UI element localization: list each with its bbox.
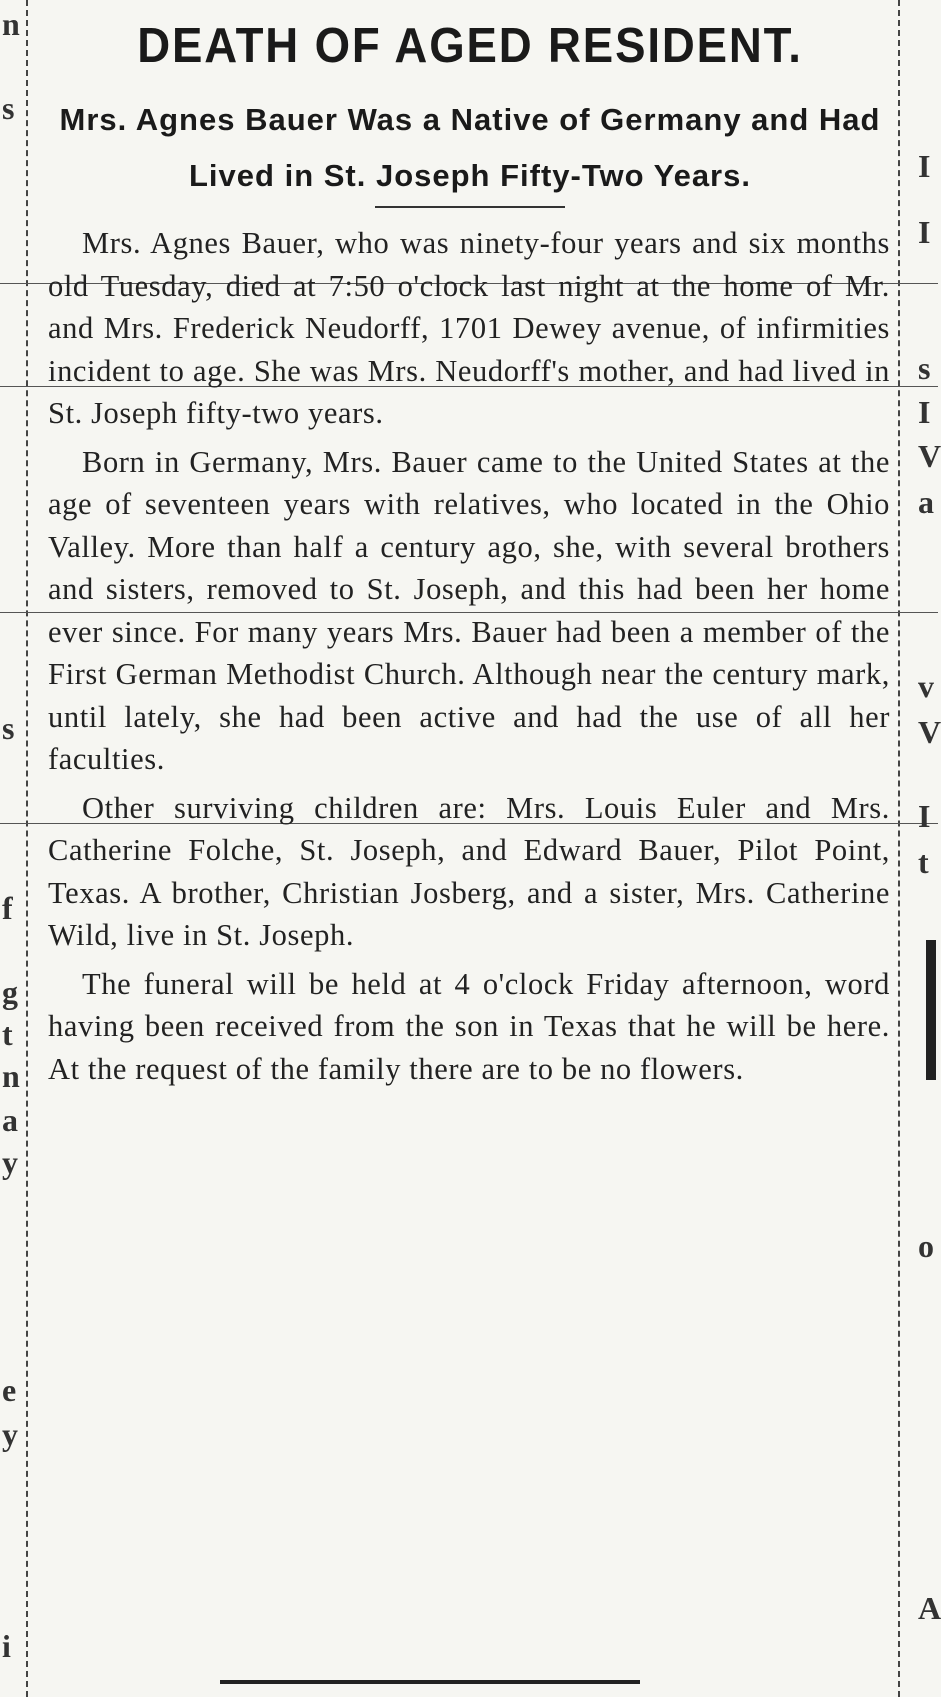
right-fragment: I [918, 394, 931, 430]
paragraph: Born in Germany, Mrs. Bauer came to the United States at the age of seventeen years with relatives, who located in the Ohio Valley. More than half a century ago, she, with several brothers and sisters, removed to St. Joseph, and this had been her home ever since. For many years Mrs. Bauer had been a member of the First German Methodist Church. Although near the century mark, until lately, she had been active and had the use of all her faculties. [48, 444, 890, 776]
adjacent-ad-border [926, 940, 936, 1080]
subheadline-rule [375, 206, 565, 208]
right-fragment: t [918, 844, 929, 880]
left-fragment: y [2, 1416, 18, 1452]
left-fragment: g [2, 974, 18, 1010]
end-rule [220, 1680, 640, 1684]
left-fragment: a [2, 1102, 18, 1138]
right-fragment: I [918, 148, 931, 184]
right-fragment: o [918, 1228, 934, 1264]
left-fragment: s [2, 90, 15, 126]
headline: DEATH OF AGED RESIDENT. [137, 19, 803, 73]
right-fragment: a [918, 484, 934, 520]
left-fragment: n [2, 6, 20, 42]
right-fragment: I [918, 214, 931, 250]
right-column-rule [898, 0, 900, 1697]
left-column-rule [26, 0, 28, 1697]
left-fragment: i [2, 1628, 11, 1664]
subheadline: Mrs. Agnes Bauer Was a Native of Germany and Had Lived in St. Joseph Fifty-Two Years. [59, 102, 881, 193]
right-fragment: V [918, 714, 941, 750]
right-fragment: V [918, 438, 941, 474]
paragraph: The funeral will be held at 4 o'clock Friday afternoon, word having been received from the son in Texas that he will be here. At the request of the family there are to be no flowers. [48, 966, 890, 1086]
right-fragment: A [918, 1590, 941, 1626]
left-fragment: e [2, 1372, 17, 1408]
obituary-article [44, 6, 896, 1090]
left-fragment: f [2, 890, 13, 926]
right-fragment: I [918, 798, 931, 834]
paragraph: Other surviving children are: Mrs. Louis Euler and Mrs. Catherine Folche, St. Joseph, and Edward Bauer, Pilot Point, Texas. A brother, Christian Josberg, and a sister, Mrs. Catherine Wild, live in St. Joseph. [48, 790, 890, 952]
right-fragment: v [918, 668, 934, 704]
article-body [48, 222, 890, 1090]
left-fragment: s [2, 710, 15, 746]
left-fragment: t [2, 1016, 13, 1052]
left-fragment: n [2, 1058, 20, 1094]
right-fragment: s [918, 350, 931, 386]
left-fragment: y [2, 1144, 18, 1180]
paragraph: Mrs. Agnes Bauer, who was ninety-four years and six months old Tuesday, died at 7:50 o'clock last night at the home of Mr. and Mrs. Frederick Neudorff, 1701 Dewey avenue, of infirmities incident to age. She was Mrs. Neudorff's mother, and had lived in St. Joseph fifty-two years. [48, 226, 890, 430]
